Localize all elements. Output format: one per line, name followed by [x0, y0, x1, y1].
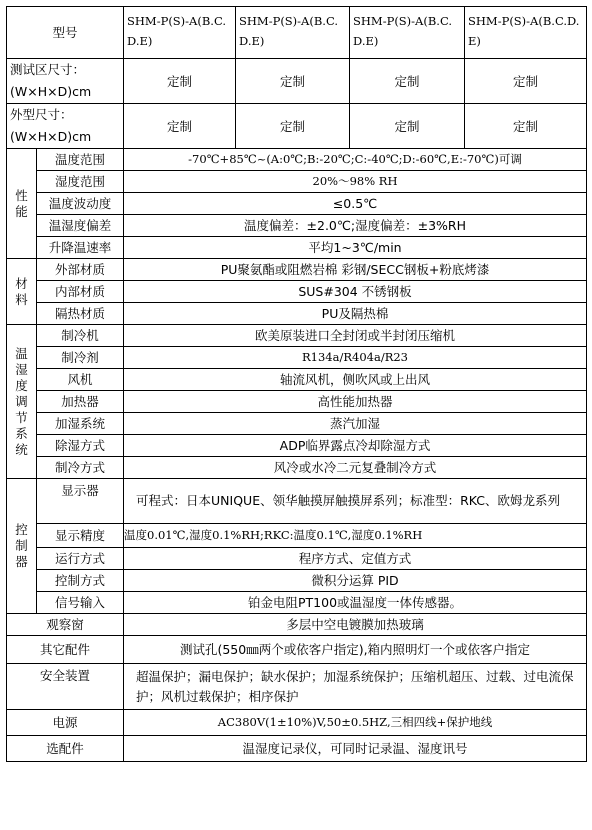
group-performance-label: 性能 — [15, 187, 28, 219]
model-name-3: SHM-P(S)-A(B.C.D.E) — [350, 7, 465, 59]
spec-value: 铂金电阻PT100或温湿度一体传感器。 — [124, 592, 587, 614]
spec-row — [7, 736, 587, 762]
spec-value: 测试孔(550㎜两个或依客户指定),箱内照明灯一个或依客户指定 — [124, 636, 587, 664]
spec-row — [7, 457, 587, 479]
group-controller — [7, 479, 37, 614]
spec-row — [7, 479, 587, 524]
spec-value: 20%～98% RH — [124, 171, 587, 193]
group-performance — [7, 149, 37, 259]
spec-label: 温度范围 — [37, 149, 124, 171]
spec-value: 轴流风机，侧吹风或上出风 — [124, 369, 587, 391]
spec-label: 温度波动度 — [37, 193, 124, 215]
spec-label: 电源 — [7, 710, 124, 736]
spec-row — [7, 237, 587, 259]
spec-row — [7, 524, 587, 548]
spec-row — [7, 149, 587, 171]
test-area-size-value: 定制 — [236, 59, 350, 104]
model-name-2: SHM-P(S)-A(B.C.D.E) — [236, 7, 350, 59]
spec-label: 显示器 — [37, 479, 124, 524]
spec-value: 温度偏差：±2.0℃;湿度偏差：±3%RH — [124, 215, 587, 237]
spec-label: 控制方式 — [37, 570, 124, 592]
group-regulation-system — [7, 325, 37, 479]
spec-row — [7, 369, 587, 391]
spec-row — [7, 413, 587, 435]
model-name-1: SHM-P(S)-A(B.C.D.E) — [124, 7, 236, 59]
spec-value: R134a/R404a/R23 — [124, 347, 587, 369]
spec-row — [7, 636, 587, 664]
spec-label: 选配件 — [7, 736, 124, 762]
spec-label: 加热器 — [37, 391, 124, 413]
spec-row — [7, 281, 587, 303]
test-area-size-value: 定制 — [465, 59, 587, 104]
spec-label: 外部材质 — [37, 259, 124, 281]
spec-label: 制冷机 — [37, 325, 124, 347]
spec-value: 温湿度记录仪，可同时记录温、湿度讯号 — [124, 736, 587, 762]
spec-row — [7, 435, 587, 457]
spec-row — [7, 347, 587, 369]
spec-label: 隔热材质 — [37, 303, 124, 325]
spec-value: 微积分运算 PID — [124, 570, 587, 592]
spec-value: ADP临界露点冷却除湿方式 — [124, 435, 587, 457]
spec-label: 制冷方式 — [37, 457, 124, 479]
spec-value: 超温保护；漏电保护；缺水保护；加湿系统保护；压缩机超压、过载、过电流保护；风机过载保护；相序保护 — [124, 664, 587, 710]
spec-table — [6, 6, 587, 762]
spec-row — [7, 664, 587, 710]
spec-label: 除湿方式 — [37, 435, 124, 457]
model-name-4: SHM-P(S)-A(B.C.D.E) — [465, 7, 587, 59]
spec-label: 湿度范围 — [37, 171, 124, 193]
spec-label: 加湿系统 — [37, 413, 124, 435]
outer-size-value: 定制 — [465, 104, 587, 149]
model-header-label: 型号 — [7, 7, 124, 59]
spec-value: 温度0.01℃,湿度0.1%RH;RKC:温度0.1℃,湿度0.1%RH — [124, 524, 587, 548]
spec-label: 观察窗 — [7, 614, 124, 636]
spec-label: 风机 — [37, 369, 124, 391]
test-area-size-label: 测试区尺寸：(W×H×D)cm — [7, 59, 124, 104]
spec-row — [7, 391, 587, 413]
spec-row — [7, 710, 587, 736]
spec-label: 信号输入 — [37, 592, 124, 614]
spec-label: 内部材质 — [37, 281, 124, 303]
spec-value: 欧美原装进口全封闭或半封闭压缩机 — [124, 325, 587, 347]
outer-size-value: 定制 — [236, 104, 350, 149]
spec-value: 平均1~3℃/min — [124, 237, 587, 259]
spec-value: 蒸汽加湿 — [124, 413, 587, 435]
spec-value: PU聚氨酯或阻燃岩棉 彩钢/SECC钢板+粉底烤漆 — [124, 259, 587, 281]
group-materials-label: 材料 — [15, 275, 28, 307]
group-materials — [7, 259, 37, 325]
spec-value: -70℃+85℃~(A:0℃;B:-20℃;C:-40℃;D:-60℃,E:-70℃)可调 — [124, 149, 587, 171]
outer-size-label: 外型尺寸：(W×H×D)cm — [7, 104, 124, 149]
spec-label: 其它配件 — [7, 636, 124, 664]
outer-size-value: 定制 — [350, 104, 465, 149]
spec-label: 制冷剂 — [37, 347, 124, 369]
spec-row — [7, 193, 587, 215]
spec-label: 运行方式 — [37, 548, 124, 570]
spec-value: 程序方式、定值方式 — [124, 548, 587, 570]
spec-label: 安全装置 — [7, 664, 124, 710]
spec-row — [7, 548, 587, 570]
model-header-row — [7, 7, 587, 59]
spec-label: 温湿度偏差 — [37, 215, 124, 237]
spec-row — [7, 171, 587, 193]
spec-value: 高性能加热器 — [124, 391, 587, 413]
test-area-size-value: 定制 — [124, 59, 236, 104]
spec-value: 多层中空电镀膜加热玻璃 — [124, 614, 587, 636]
spec-value: AC380V(1±10%)V,50±0.5HZ,三相四线+保护地线 — [124, 710, 587, 736]
spec-label: 显示精度 — [37, 524, 124, 548]
spec-row — [7, 303, 587, 325]
outer-size-row — [7, 104, 587, 149]
spec-value: ≤0.5℃ — [124, 193, 587, 215]
spec-value: 风冷或水冷二元复叠制冷方式 — [124, 457, 587, 479]
spec-value: PU及隔热棉 — [124, 303, 587, 325]
group-controller-label: 控制器 — [15, 522, 28, 569]
group-regulation-system-label: 温湿度调节系统 — [15, 345, 28, 457]
spec-value: SUS#304 不锈钢板 — [124, 281, 587, 303]
spec-row — [7, 614, 587, 636]
spec-row — [7, 259, 587, 281]
spec-row — [7, 215, 587, 237]
outer-size-value: 定制 — [124, 104, 236, 149]
spec-value: 可程式：日本UNIQUE、领华触摸屏触摸屏系列；标准型：RKC、欧姆龙系列 — [124, 479, 587, 524]
test-area-size-row — [7, 59, 587, 104]
spec-label: 升降温速率 — [37, 237, 124, 259]
spec-row — [7, 592, 587, 614]
spec-row — [7, 570, 587, 592]
spec-row — [7, 325, 587, 347]
test-area-size-value: 定制 — [350, 59, 465, 104]
